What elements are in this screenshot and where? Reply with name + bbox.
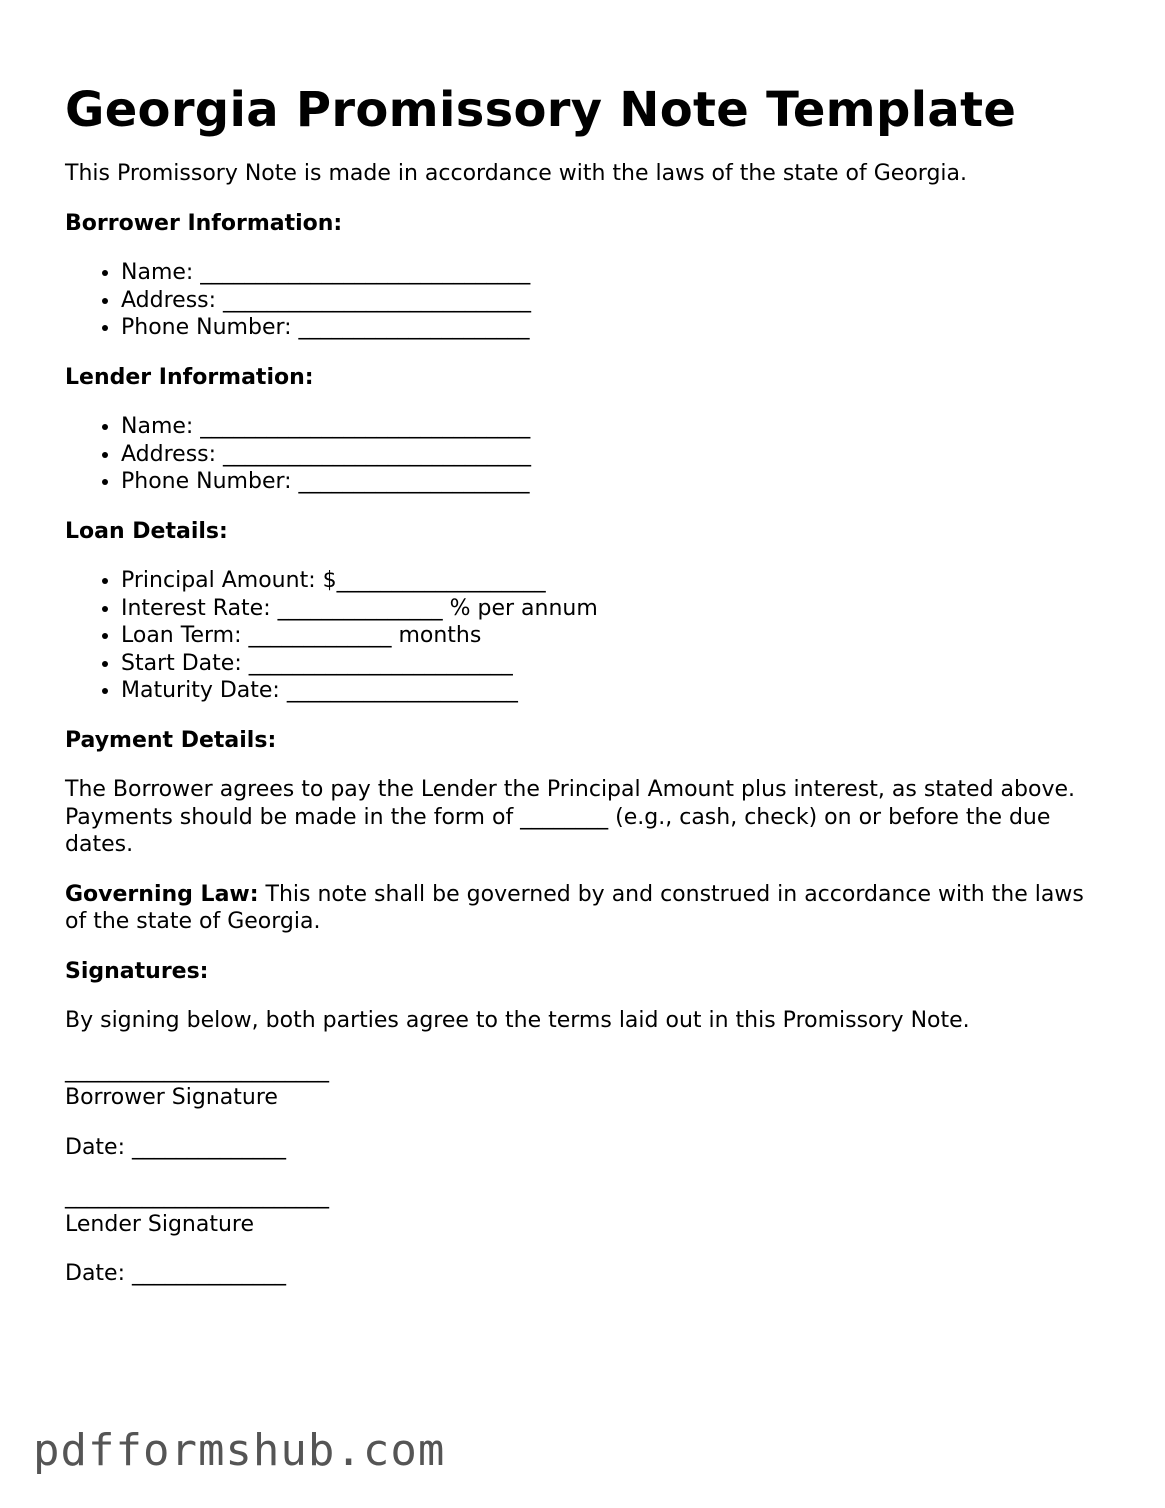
signatures-text: By signing below, both parties agree to the terms laid out in this Promissory Note. <box>65 1008 970 1033</box>
lender-signature-label: Lender Signature <box>65 1211 255 1237</box>
signatures-heading: Signatures: <box>65 958 209 984</box>
borrower-signature-line: ________________________ <box>65 1057 329 1083</box>
watermark: pdfformshub.com <box>33 1425 446 1476</box>
intro-text: This Promissory Note is made in accordance with the laws of the state of Georgia. <box>65 161 968 186</box>
lender-name-field: • Name: ______________________________ <box>121 413 1105 441</box>
start-date-field: • Start Date: ________________________ <box>121 650 1105 678</box>
governing-law-label: Governing Law: <box>65 881 259 907</box>
lender-signature-line-group <box>65 1183 1105 1238</box>
borrower-signature-label: Borrower Signature <box>65 1085 278 1110</box>
borrower-signature-line-group <box>65 1057 1105 1112</box>
borrower-list <box>65 259 1105 342</box>
lender-heading: Lender Information: <box>65 364 314 390</box>
borrower-date-field: Date: ______________ <box>65 1134 286 1160</box>
borrower-heading: Borrower Information: <box>65 210 343 236</box>
lender-signature-block <box>65 1183 1105 1288</box>
governing-law-text: This note shall be governed by and construed in accordance with the laws of the state of Georgia. <box>65 881 1084 934</box>
maturity-date-field: • Maturity Date: _____________________ <box>121 677 1105 705</box>
principal-amount-field: • Principal Amount: $___________________ <box>121 567 1105 595</box>
lender-signature-line: ________________________ <box>65 1184 329 1209</box>
interest-rate-field: • Interest Rate: _______________ % per annum <box>121 595 1105 623</box>
borrower-address-field: • Address: ____________________________ <box>121 287 1105 315</box>
borrower-name-field: • Name: ______________________________ <box>121 259 1105 287</box>
document-page <box>65 80 1105 1310</box>
loan-heading: Loan Details: <box>65 518 228 544</box>
lender-list <box>65 413 1105 496</box>
page-title: Georgia Promissory Note Template <box>65 82 1017 138</box>
borrower-signature-block <box>65 1057 1105 1162</box>
payment-text: The Borrower agrees to pay the Lender the Principal Amount plus interest, as stated above. Payments should be made in the form of ________ (e.g., cash, check) on or before the due dates. <box>65 777 1075 857</box>
governing-law-paragraph <box>65 881 1105 936</box>
payment-heading: Payment Details: <box>65 727 277 753</box>
borrower-phone-field: • Phone Number: _____________________ <box>121 314 1105 342</box>
lender-date-field: Date: ______________ <box>65 1261 286 1286</box>
loan-term-field: • Loan Term: _____________ months <box>121 622 1105 650</box>
lender-phone-field: • Phone Number: _____________________ <box>121 468 1105 496</box>
loan-list <box>65 567 1105 705</box>
lender-address-field: • Address: ____________________________ <box>121 441 1105 469</box>
